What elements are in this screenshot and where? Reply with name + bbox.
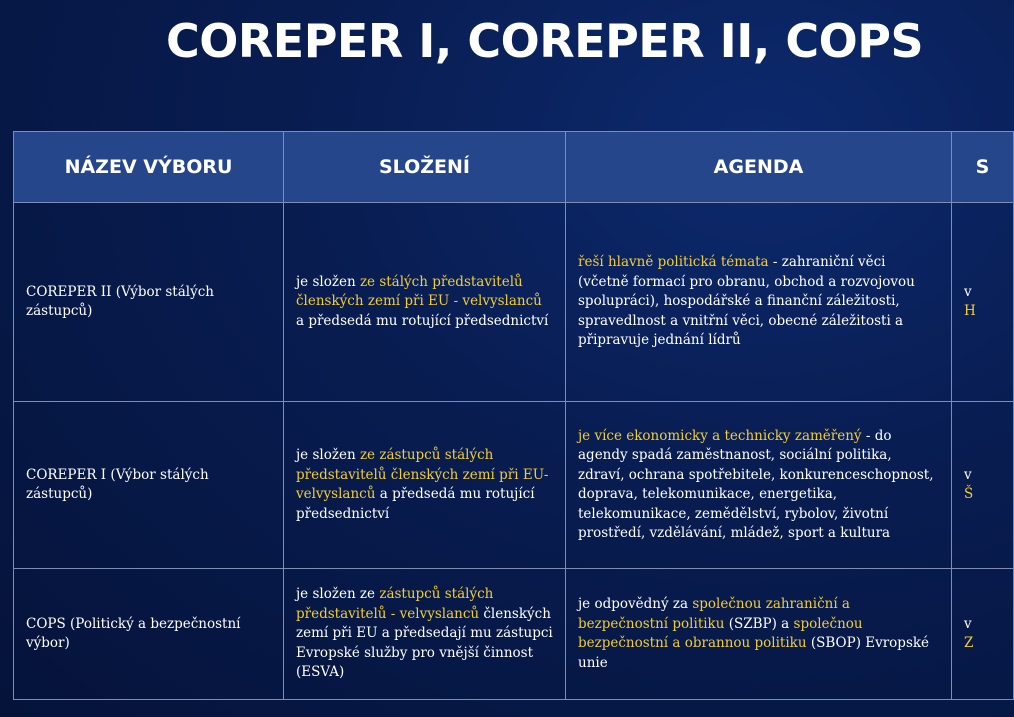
header-cutoff-column: S: [952, 132, 1014, 203]
highlighted-text: ze zástupců stálých představitelů členských zemí při EU-velvyslanců: [296, 447, 549, 502]
highlighted-text: zástupců stálých představitelů - velvyslanců: [296, 586, 494, 622]
committee-name-cell: COPS (Politický a bezpečnostní výbor): [14, 569, 284, 700]
cutoff-cell: [952, 203, 1014, 402]
cutoff-cell: [952, 402, 1014, 569]
highlighted-text: společnou zahraniční a bezpečnostní politiku: [578, 596, 850, 632]
table-row: [14, 402, 1014, 569]
committees-table: [13, 131, 1014, 700]
header-row: [14, 132, 1014, 203]
text-segment: v: [964, 615, 972, 632]
slide-title: COREPER I, COREPER II, COPS: [166, 14, 924, 68]
text-segment: je složen: [296, 273, 360, 290]
text-segment: je složen ze: [296, 586, 380, 603]
highlighted-text: H: [964, 303, 976, 319]
highlighted-text: je více ekonomicky a technicky zaměřený: [578, 427, 862, 444]
header-agenda: AGENDA: [566, 132, 952, 203]
agenda-cell: [566, 402, 952, 569]
composition-cell: [284, 203, 566, 402]
text-segment: je odpovědný za: [578, 596, 693, 612]
highlighted-text: společnou bezpečnostní a obrannou politiku: [578, 615, 863, 651]
text-segment: v: [964, 466, 972, 483]
text-segment: a předsedá mu rotující předsednictví: [296, 486, 535, 522]
committee-name-cell: COREPER I (Výbor stálých zástupců): [14, 402, 284, 569]
text-segment: - do agendy spadá zaměstnanost, sociální politika, zdraví, ochrana spotřebitele, konkurenceschopnost, doprava, telekomunikace, energetika, telekomunikace, zemědělství, rybolov, životní prostředí, vzdělávání, mládež, sport a kultura: [578, 427, 934, 541]
highlighted-text: řeší hlavně politická témata: [578, 254, 769, 271]
text-segment: a předsedá mu rotující předsednictví: [296, 312, 549, 329]
agenda-cell: [566, 569, 952, 700]
highlighted-text: Š: [964, 486, 974, 502]
text-segment: v: [964, 283, 972, 300]
composition-cell: [284, 569, 566, 700]
text-segment: (SBOP) Evropské unie: [578, 635, 930, 671]
agenda-cell: [566, 203, 952, 402]
table-row: [14, 569, 1014, 700]
highlighted-text: Z: [964, 635, 974, 651]
highlighted-text: ze stálých představitelů členských zemí při EU - velvyslanců: [296, 273, 542, 310]
text-segment: (SZBP) a: [724, 615, 794, 632]
composition-cell: [284, 402, 566, 569]
header-nazev-vyboru: NÁZEV VÝBORU: [14, 132, 284, 203]
table-row: [14, 203, 1014, 402]
text-segment: členských zemí při EU a předsedají mu zástupci Evropské služby pro vnější činnost (ESVA): [296, 605, 553, 681]
header-slozeni: SLOŽENÍ: [284, 132, 566, 203]
text-segment: - zahraniční věci (včetně formací pro obranu, obchod a rozvojovou spolupráci), hospodářské a finanční záležitosti, spravedlnost a vnitřní věci, obecné záležitosti a připravuje jednání lídrů: [578, 254, 915, 349]
text-segment: je složen: [296, 447, 360, 463]
committee-name-cell: COREPER II (Výbor stálých zástupců): [14, 203, 284, 402]
cutoff-cell: [952, 569, 1014, 700]
